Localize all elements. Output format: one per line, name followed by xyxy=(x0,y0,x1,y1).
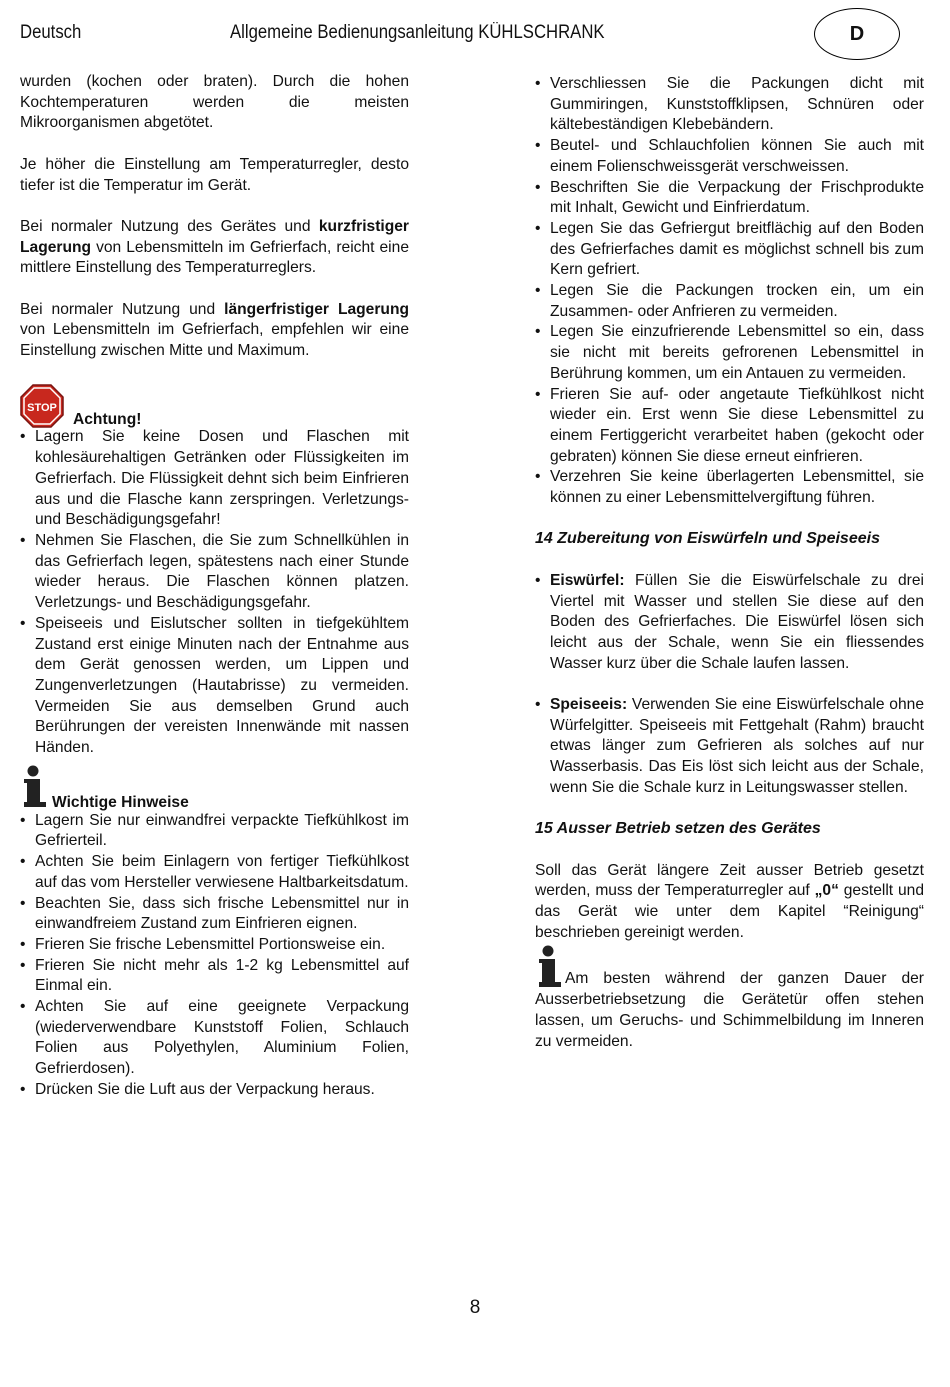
info-icon xyxy=(535,945,561,989)
section-15-heading: 15 Ausser Betrieb setzen des Gerätes xyxy=(535,820,821,838)
packing-list xyxy=(535,74,924,509)
icecream-list xyxy=(535,695,924,799)
list-item: • Achten Sie beim Einlagern von fertiger Tiefkühlkost auf das vom Hersteller verwiesene Haltbarkeitsdatum. xyxy=(20,852,409,893)
list-item: • Legen Sie das Gefriergut breitflächig auf den Boden des Gefrierfaches damit es möglichst schnell bis zum Kern gefriert. xyxy=(535,219,924,281)
stop-sign-icon xyxy=(20,384,64,428)
language-badge: D xyxy=(814,8,900,60)
list-item: • Beachten Sie, dass sich frische Lebensmittel nur in einwandfreiem Zustand zum Einfrieren eignen. xyxy=(20,894,409,935)
section-14-heading: 14 Zubereitung von Eiswürfeln und Speiseeis xyxy=(535,530,880,548)
info-note xyxy=(535,951,924,1052)
header-language: Deutsch xyxy=(20,22,82,43)
list-item: • Frieren Sie auf- oder angetaute Tiefkühlkost nicht wieder ein. Erst wenn Sie diese Lebensmittel zu einem Fertiggericht verarbeitet haben (gekocht oder gebraten) können Sie diese erneut einfrieren. xyxy=(535,385,924,468)
notes-label: Wichtige Hinweise xyxy=(52,793,189,811)
notes-list xyxy=(20,811,409,1101)
paragraph: Bei normaler Nutzung und längerfristiger Lagerung von Lebensmitteln im Gefrierfach, empfehlen wir eine Einstellung zwischen Mitte und Maximum. xyxy=(20,300,409,360)
page-header xyxy=(0,0,950,70)
list-item: • Eiswürfel: Füllen Sie die Eiswürfelschale zu drei Viertel mit Wasser und stellen Sie diese auf den Boden des Gefrierfaches. Die Eiswürfel lösen sich leicht aus der Schale, wenn Sie ein fliessendes Wasser kurz über die Schale laufen lassen. xyxy=(535,571,924,675)
paragraph: wurden (kochen oder braten). Durch die hohen Kochtemperaturen werden die meisten Mikroorganismen abgetötet. xyxy=(20,73,409,132)
list-item: • Beschriften Sie die Verpackung der Frischprodukte mit Inhalt, Gewicht und Einfrierdatum. xyxy=(535,178,924,219)
right-column xyxy=(535,74,924,1052)
ice-list xyxy=(535,571,924,675)
warning-heading xyxy=(20,382,409,427)
list-item: • Lagern Sie keine Dosen und Flaschen mit kohlesäurehaltigen Getränken oder Flüssigkeiten im Gefrierfach. Die Flüssigkeit dehnt sich beim Einfrieren aus und die Flasche kann zerspringen. Verletzungs- und Beschädigungsgefahr! xyxy=(20,427,409,531)
list-item: • Verschliessen Sie die Packungen dicht mit Gummiringen, Kunststoffklipsen, Schnüren oder kältebeständigen Klebebändern. xyxy=(535,74,924,136)
list-item: • Beutel- und Schlauchfolien können Sie auch mit einem Folienschweissgerät verschweissen. xyxy=(535,136,924,177)
paragraph: Soll das Gerät längere Zeit ausser Betrieb gesetzt werden, muss der Temperaturregler auf „0“ gestellt und das Gerät wie unter dem Kapitel “Reinigung“ beschrieben gereinigt werden. xyxy=(535,861,924,941)
warning-list xyxy=(20,427,409,758)
list-item: • Legen Sie einzufrierende Lebensmittel so ein, dass sie nicht mit bereits gefrorenen Lebensmittel in Berührung kommen, um ein Antauen zu vermeiden. xyxy=(535,322,924,384)
warning-label: Achtung! xyxy=(73,411,142,429)
svg-text:STOP: STOP xyxy=(27,402,57,415)
left-column xyxy=(20,72,409,1101)
list-item: • Legen Sie die Packungen trocken ein, um ein Zusammen- oder Anfrieren zu vermeiden. xyxy=(535,281,924,322)
list-item: • Frieren Sie frische Lebensmittel Portionsweise ein. xyxy=(20,935,409,956)
list-item: • Speiseeis und Eislutscher sollten in tiefgekühltem Zustand erst einige Minuten nach der Entnahme aus dem Gerät genossen werden, um Lippen und Zungenverletzungen (Hautabrisse) zu vermeiden. Vermeiden Sie aus demselben Grund auch Berührungen der vereisten Innenwände mit nassen Händen. xyxy=(20,614,409,759)
info-icon xyxy=(20,765,46,809)
list-item: • Lagern Sie nur einwandfrei verpackte Tiefkühlkost im Gefrierteil. xyxy=(20,811,409,852)
paragraph: Bei normaler Nutzung des Gerätes und kurzfristiger Lagerung von Lebensmitteln im Gefrierfach, reicht eine mittlere Einstellung des Temperaturreglers. xyxy=(20,217,409,277)
list-item: • Nehmen Sie Flaschen, die Sie zum Schnellkühlen in das Gefrierfach legen, spätestens nach einer Stunde wieder heraus. Die Flaschen können platzen. Verletzungs- und Beschädigungsgefahr. xyxy=(20,531,409,614)
list-item: • Drücken Sie die Luft aus der Verpackung heraus. xyxy=(20,1080,409,1101)
info-text: Am besten während der ganzen Dauer der Ausserbetriebsetzung die Gerätetür offen stehen lassen, um Geruchs- und Schimmelbildung im Inneren zu vermeiden. xyxy=(535,970,924,1050)
list-item: • Frieren Sie nicht mehr als 1-2 kg Lebensmittel auf Einmal ein. xyxy=(20,956,409,997)
list-item: • Speiseeis: Verwenden Sie eine Eiswürfelschale ohne Würfelgitter. Speiseeis mit Fettgehalt (Rahm) braucht etwas länger zum Gefrieren als solches auf nur Wasserbasis. Das Eis löst sich leicht aus der Schale, wenn Sie die Schale kurz in Leitungswasser stellen. xyxy=(535,695,924,799)
list-item: • Achten Sie auf eine geeignete Verpackung (wiederverwendbare Kunststoff Folien, Schlauch Folien aus Polyethylen, Aluminium Folien, Gefrierdosen). xyxy=(20,997,409,1080)
list-item: • Verzehren Sie keine überlagerten Lebensmittel, sie können zu einer Lebensmittelvergiftung führen. xyxy=(535,467,924,508)
header-title: Allgemeine Bedienungsanleitung KÜHLSCHRANK xyxy=(230,22,605,43)
paragraph: Je höher die Einstellung am Temperaturregler, desto tiefer ist die Temperatur im Gerät. xyxy=(20,155,409,194)
page-number: 8 xyxy=(469,1297,481,1318)
notes-heading xyxy=(20,765,409,811)
